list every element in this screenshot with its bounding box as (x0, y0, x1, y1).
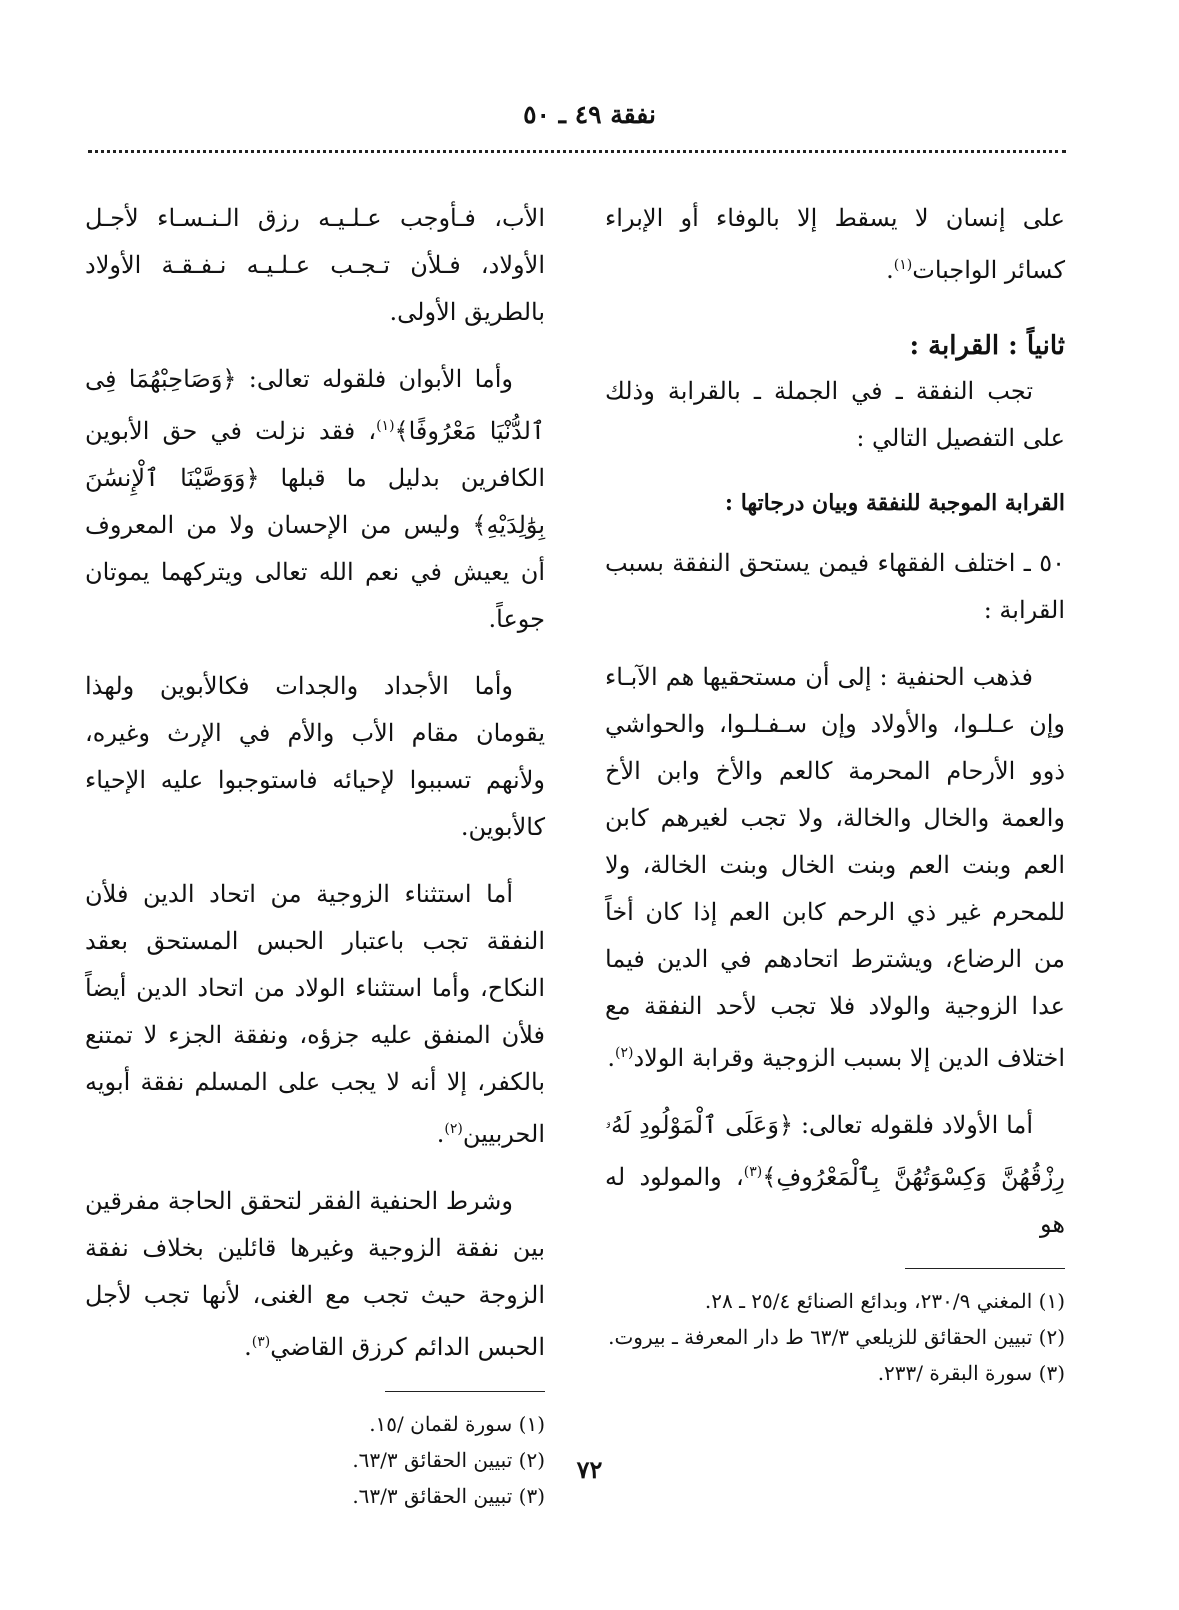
subsection-heading: القرابة الموجبة للنفقة وبيان درجاتها : (724, 490, 1065, 516)
footnote-ref: (١) (893, 257, 913, 273)
footnote-ref: (٣) (251, 1334, 271, 1350)
footnote-ref: (٢) (444, 1121, 463, 1137)
header-dotted-rule (88, 150, 1066, 153)
paragraph-end: . (244, 1333, 252, 1361)
paragraph: الأب، فـأوجب عـلـيـه رزق الـنـسـاء لأجـل الأولاد، فـلأن تـجـب عـلـيـه نـفـقـة الأولاد بالطريق الأولى. (85, 204, 545, 326)
left-column (85, 195, 545, 1514)
footnote: (٢) تبيين الحقائق للزيلعي ٦٣/٣ ط دار المعرفة ـ بيروت. (608, 1325, 1065, 1349)
paragraph-text: أما استثناء الزوجية من اتحاد الدين فلأن النفقة تجب باعتبار الحبس المستحق بعقد النكاح، وأما استثناء الولاد من اتحاد الدين أيضاً فلأن المنفق عليه جزؤه، ونفقة الجزء لا تمتنع بالكفر، إلا أنه لا يجب على المسلم نفقة أبويه الحربيين (85, 880, 545, 1148)
footnote: (٣) تبيين الحقائق ٦٣/٣. (352, 1484, 545, 1508)
paragraph-end: . (886, 256, 894, 284)
paragraph: ٥٠ ـ اختلف الفقهاء فيمن يستحق النفقة بسبب القرابة : (605, 549, 1065, 624)
running-title: نفقة ٤٩ ـ ٥٠ (523, 100, 656, 129)
footnote: (٢) تبيين الحقائق ٦٣/٣. (352, 1448, 545, 1472)
footnote: (١) سورة لقمان /١٥. (369, 1412, 545, 1436)
right-column (605, 195, 1065, 1391)
paragraph: وأما الأجداد والجدات فكالأبوين ولهذا يقومان مقام الأب والأم في الإرث وغيره، ولأنهم تسببوا لإحيائه فاستوجبوا عليه الإحياء كالأبوين. (85, 672, 545, 841)
paragraph-end: ، فقد نزلت في حق الأبوين الكافرين بدليل ما قبلها ﴿وَوَصَّيْنَا ٱلْإِنسَٰنَ بِوَٰلِدَيْهِ﴾ وليس من الإحسان ولا من المعروف أن يعيش في نعم الله تعالى ويتركهما يموتان جوعاً. (85, 417, 545, 633)
section-heading: ثانياً : القرابة : (909, 331, 1065, 361)
paragraph (605, 654, 1065, 1082)
footnote-rule (385, 1391, 545, 1392)
footnote-ref: (١) (376, 418, 395, 434)
paragraph (85, 871, 545, 1158)
footnote: (٣) سورة البقرة /٢٣٣. (877, 1361, 1065, 1385)
paragraph (85, 356, 545, 643)
footnote: (١) المغني ٢٣٠/٩، وبدائع الصنائع ٢٥/٤ ـ ٢٨. (704, 1289, 1065, 1313)
paragraph-end: . (607, 1044, 615, 1072)
paragraph (605, 195, 1065, 294)
paragraph-text: أما الأولاد فلقوله تعالى: ﴿وَعَلَى ٱلْمَوْلُودِ لَهُۥ رِزْقُهُنَّ وَكِسْوَتُهُنَّ بِٱلْمَعْرُوفِ﴾ (605, 1111, 1065, 1191)
footnote-ref: (٣) (743, 1164, 763, 1180)
paragraph-end: ، والمولود له هو (605, 1163, 1065, 1238)
paragraph (605, 1102, 1065, 1248)
paragraph: تجب النفقة ـ في الجملة ـ بالقرابة وذلك على التفصيل التالي : (605, 377, 1065, 452)
paragraph-text: وأما الأبوان فلقوله تعالى: ﴿وَصَاحِبْهُمَا فِى ٱلدُّنْيَا مَعْرُوفًا﴾ (85, 365, 545, 445)
paragraph-text: وشرط الحنفية الفقر لتحقق الحاجة مفرقين بين نفقة الزوجية وغيرها قائلين بخلاف نفقة الزوجة حيث تجب مع الغنى، لأنها تجب لأجل الحبس الدائم كرزق القاضي (85, 1187, 545, 1361)
paragraph-end: . (436, 1120, 445, 1148)
paragraph-text: على إنسان لا يسقط إلا بالوفاء أو الإبراء كسائر الواجبات (605, 204, 1065, 284)
paragraph (85, 1178, 545, 1371)
page-number: ٧٢ (576, 1455, 603, 1484)
footnote-rule (905, 1268, 1065, 1269)
paragraph-text: فذهب الحنفية : إلى أن مستحقيها هم الآبـاء وإن عـلـوا، والأولاد وإن سـفـلـوا، والحواشي ذوو الأرحام المحرمة كالعم والأخ وابن الأخ والعمة والخال والخالة، ولا تجب لغيرهم كابن العم وبنت العم وبنت الخال وبنت الخالة، ولا للمحرم غير ذي الرحم كابن العم إذا كان أخاً من الرضاع، ويشترط اتحادهم في الدين فيما عدا الزوجية والولاد فلا تجب لأحد النفقة مع اختلاف الدين إلا بسبب الزوجية وقرابة الولاد (605, 663, 1065, 1072)
footnote-ref: (٢) (615, 1045, 634, 1061)
